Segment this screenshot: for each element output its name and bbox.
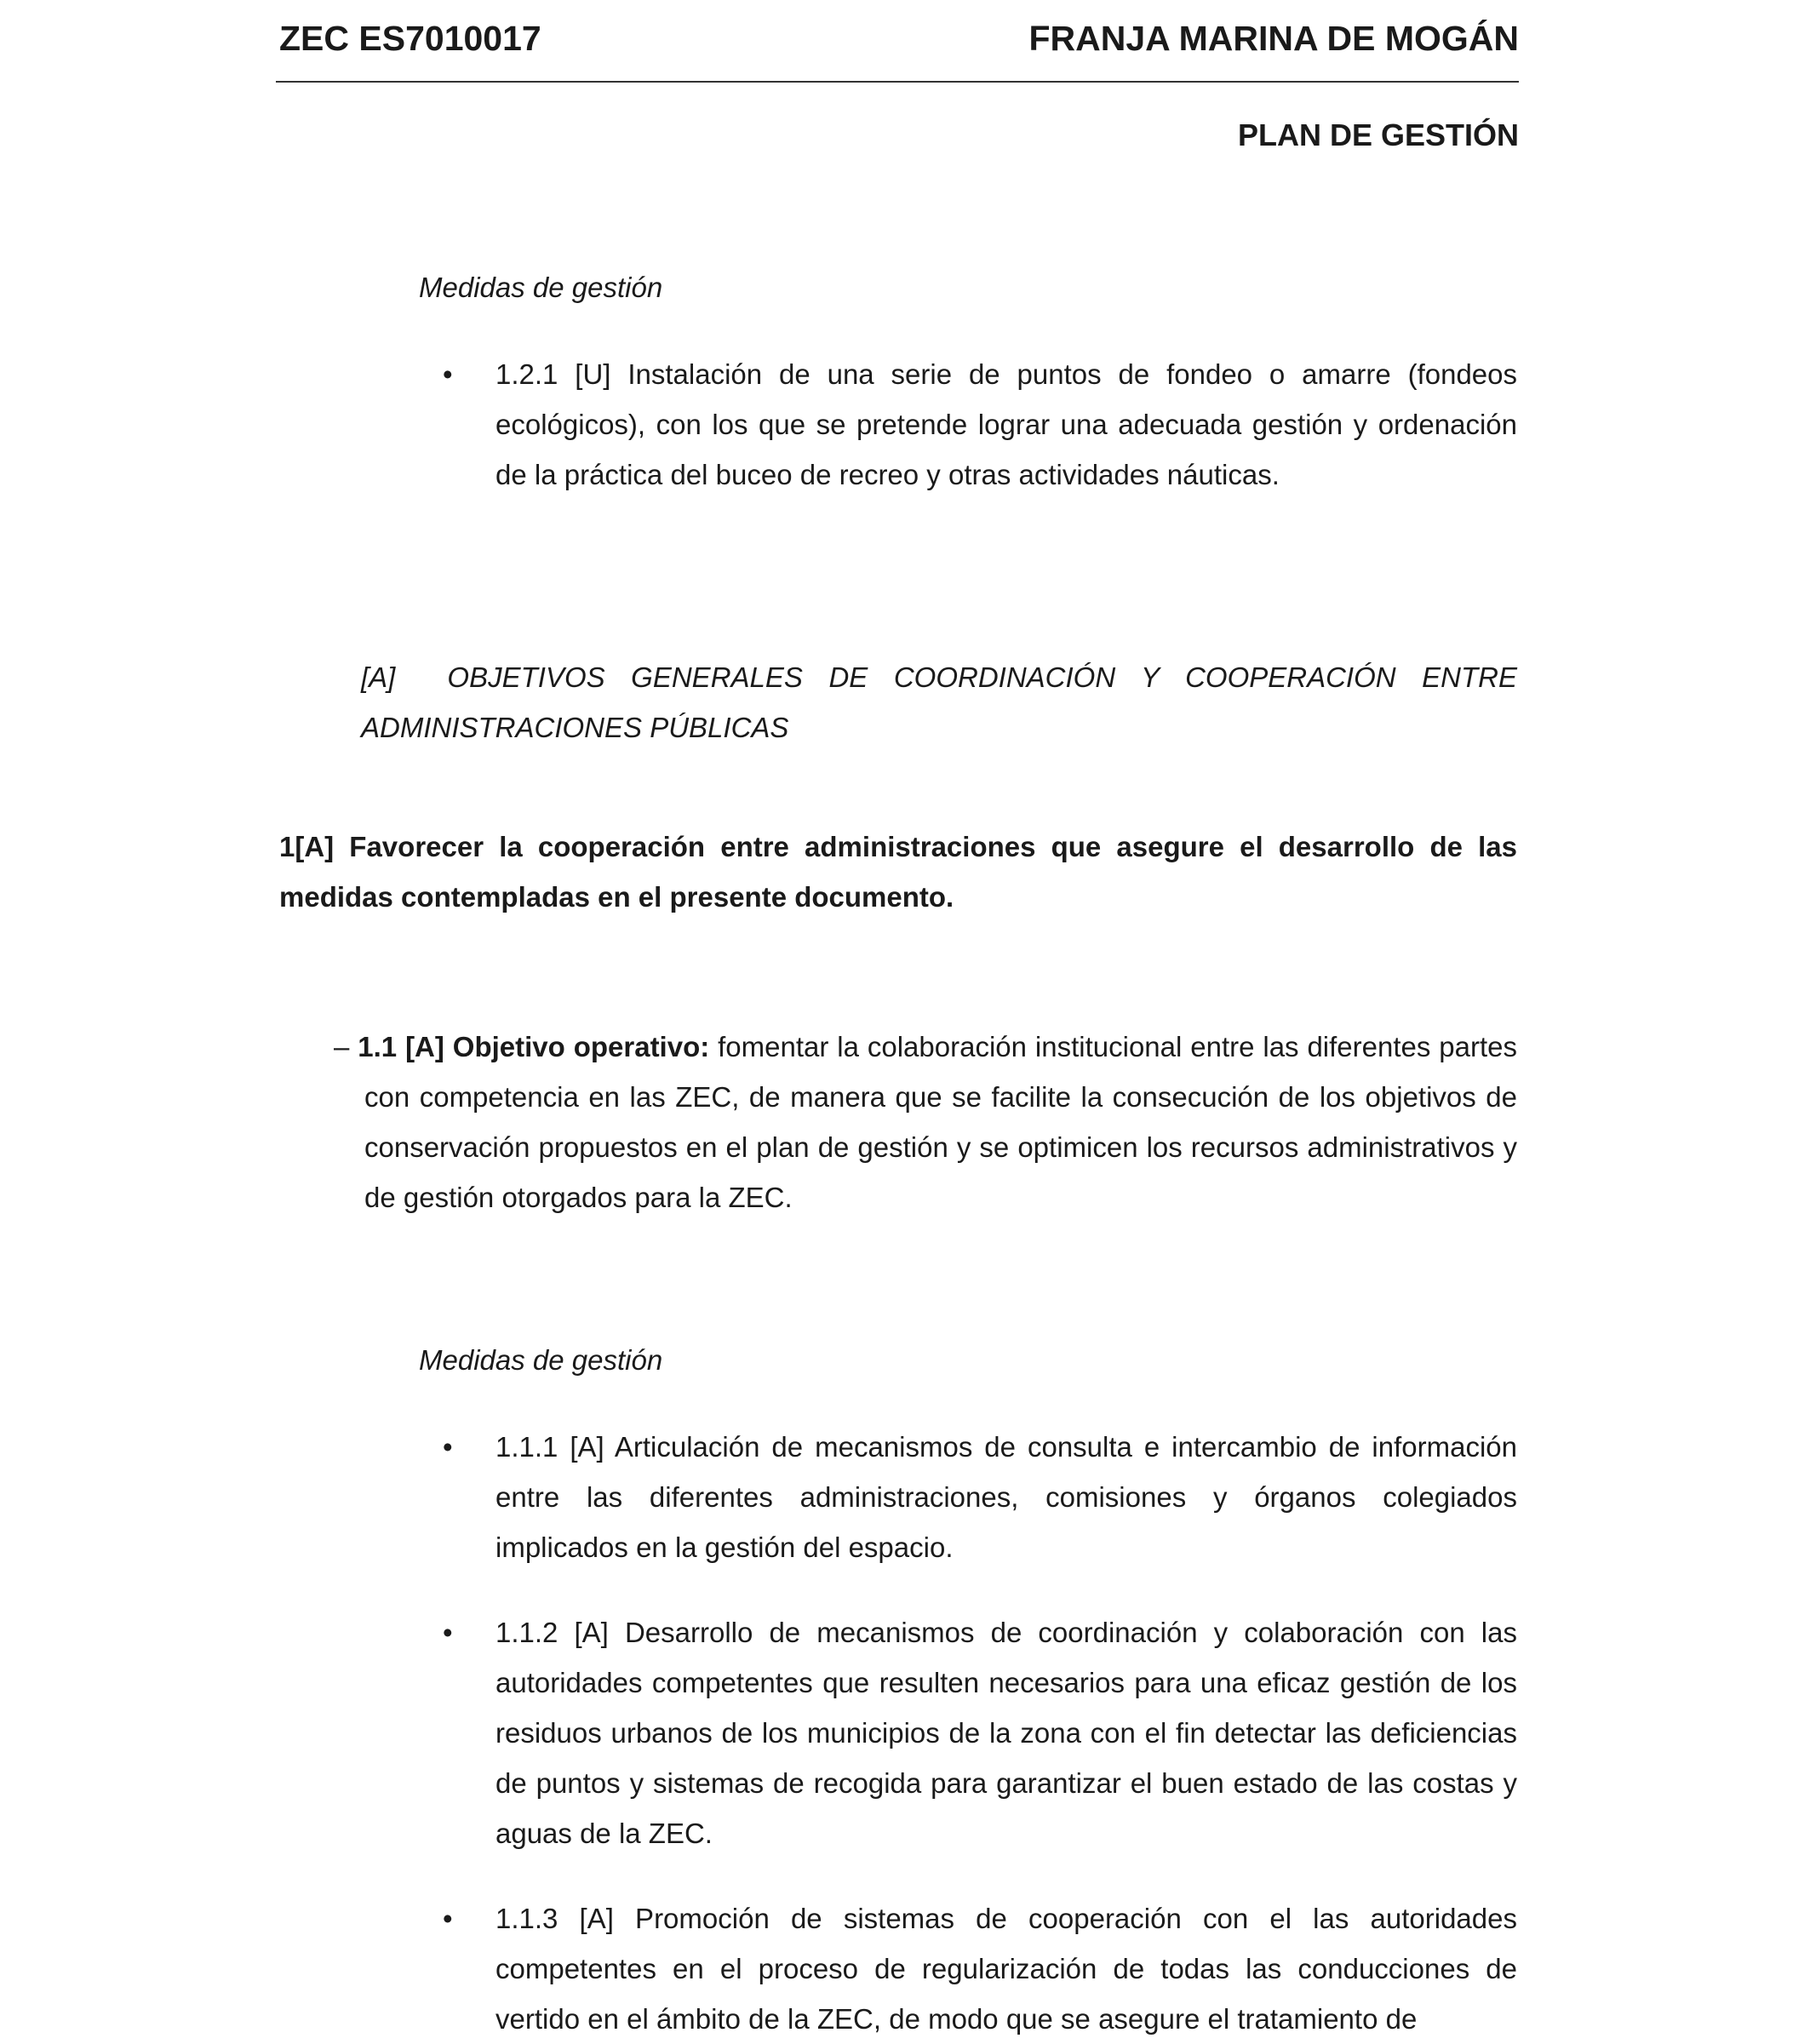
header-rule <box>276 81 1519 83</box>
bullet-dot: • <box>443 1431 453 1463</box>
measure-item: 1.1.3 [A] Promoción de sistemas de cooperación con el las autoridades competentes en el proceso de regularización de todas las conducciones de vertido en el ámbito de la ZEC, de modo que se asegure el tratamiento de <box>495 1903 1517 2035</box>
measures-heading-2: Medidas de gestión <box>419 1344 663 1376</box>
dash-marker: – <box>334 1031 350 1062</box>
operative-text: fomentar la colaboración institucional entre las diferentes partes con competencia en las ZEC, de manera que se facilite la consecución de los objetivos de conservación propuestos en el plan de gestión y se optimicen los recursos administrativos y de gestión otorgados para la ZEC. <box>364 1031 1518 1213</box>
measure-item: 1.1.2 [A] Desarrollo de mecanismos de coordinación y colaboración con las autoridades competentes que resulten necesarios para una eficaz gestión de los residuos urbanos de los municipios de la zona con el fin detectar las deficiencias de puntos y sistemas de recogida para garantizar el buen estado de las costas y aguas de la ZEC. <box>495 1617 1517 1849</box>
bullet-dot: • <box>443 1617 453 1648</box>
general-goal: 1[A] Favorecer la cooperación entre administraciones que asegure el desarrollo de las medidas contempladas en el presente documento. <box>279 831 1517 913</box>
header-left: ZEC ES7010017 <box>279 19 541 58</box>
header-right: FRANJA MARINA DE MOGÁN <box>1028 19 1519 58</box>
bullet-dot: • <box>443 1903 453 1934</box>
bullet-dot: • <box>443 358 453 390</box>
measure-item: 1.2.1 [U] Instalación de una serie de puntos de fondeo o amarre (fondeos ecológicos), con los que se pretende lograr una adecuada gestión y ordenación de la práctica del buceo de recreo y otras actividades náuticas. <box>495 358 1517 490</box>
measures-heading-1: Medidas de gestión <box>419 272 663 303</box>
objectives-heading: [A] OBJETIVOS GENERALES DE COORDINACIÓN Y COOPERACIÓN ENTRE ADMINISTRACIONES PÚBLICAS <box>361 661 1524 743</box>
header-subtitle: PLAN DE GESTIÓN <box>1237 117 1519 152</box>
operative-label: 1.1 [A] Objetivo operativo: <box>358 1031 710 1062</box>
operative-objective <box>334 1022 1518 1222</box>
measure-item: 1.1.1 [A] Articulación de mecanismos de consulta e intercambio de información entre las diferentes administraciones, comisiones y órganos colegiados implicados en la gestión del espacio. <box>495 1431 1517 1563</box>
